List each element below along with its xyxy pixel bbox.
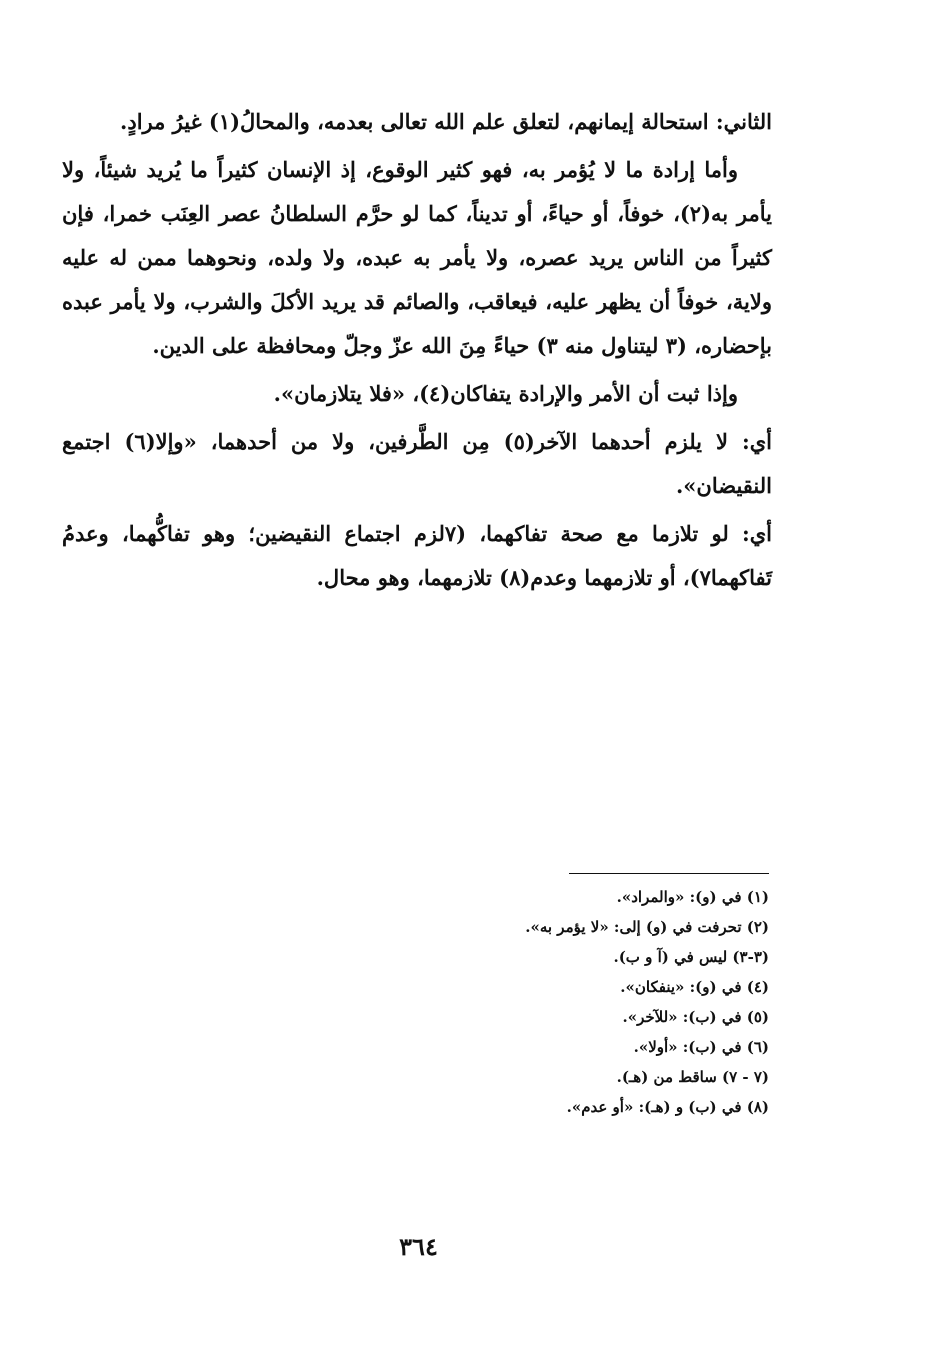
footnote-item: (٢) تحرفت في (و) إلى: «لا يؤمر به». [525, 918, 769, 936]
paragraph-4: أي: لا يلزم أحدهما الآخر(٥) مِن الطَّرفين، ولا من أحدهما، «وإلا(٦) اجتمع النقيضان». [62, 429, 772, 498]
footnote-item: (٤) في (و): «ينفكان». [620, 978, 769, 996]
footnote-item: (٦) في (ب): «أولا». [633, 1038, 769, 1056]
footnotes-list [249, 882, 769, 1122]
footnote-item: (١) في (و): «والمراد». [616, 888, 769, 906]
paragraph-2: وأما إرادة ما لا يُؤمر به، فهو كثير الوقوع، إذ الإنسان كثيراً ما يُريد شيئاً، ولا يأمر به(٢)، خوفاً، أو حياءً، أو تديناً، كما لو حرَّم السلطانُ عصر العِنَب خمرا، فإن كثيراً من الناس يريد عصره، ولا يأمر به عبده، ولا ولده، ونحوهما ممن له عليه ولاية، خوفاً أن يظهر عليه، فيعاقب، والصائم قد يريد الأكلَ والشرب، ولا يأمر عبده بإحضاره، (٣ ليتناول منه ٣) حياءً مِنَ الله عزّ وجلّ ومحافظة على الدين. [62, 157, 772, 358]
footnote-item: (٣-٣) ليس في (آ و ب). [613, 948, 769, 966]
page-number: ٣٦٤ [399, 1232, 438, 1261]
footnote-item: (٧ - ٧) ساقط من (هـ). [616, 1068, 769, 1086]
main-text-body [62, 100, 772, 604]
paragraph-5: أي: لو تلازما مع صحة تفاكهما، (٧لزم اجتماع النقيضين؛ وهو تفاكُّهما، وعدمُ تَفاكهما٧)، أو تلازمهما وعدم(٨) تلازمهما، وهو محال. [62, 521, 773, 590]
footnote-item: (٥) في (ب): «للآخر». [622, 1008, 769, 1026]
paragraph-1: الثاني: استحالة إيمانهم، لتعلق علم الله تعالى بعدمه، والمحالُ(١) غيرُ مرادٍ. [120, 109, 772, 134]
footnote-item: (٨) في (ب) و (هـ): «أو عدم». [566, 1098, 769, 1116]
footnote-divider [569, 873, 769, 874]
paragraph-3: وإذا ثبت أن الأمر والإرادة يتفاكان(٤)، «فلا يتلازمان». [273, 381, 738, 406]
